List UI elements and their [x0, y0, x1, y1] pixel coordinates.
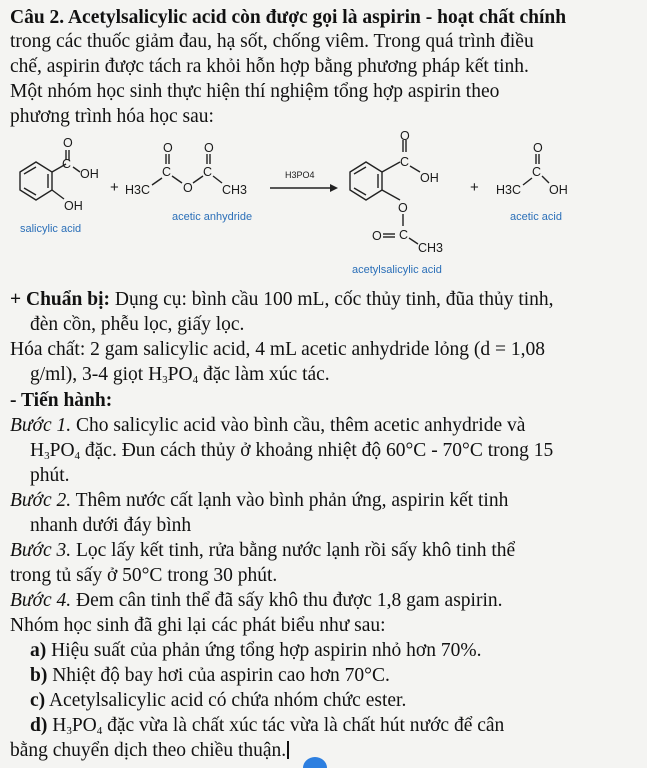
chem-text-b: PO: [167, 364, 193, 385]
step1-line-2: [30, 439, 553, 463]
reaction-arrow: [270, 170, 338, 192]
statement-b: [30, 664, 390, 688]
aspirin-ester-carbonyl-o: O: [372, 229, 382, 243]
step4-label: Bước 4.: [10, 590, 72, 611]
intro-line-5: phương trình hóa học sau:: [10, 106, 214, 127]
statement-b-label: b): [30, 665, 48, 686]
statements-intro: Nhóm học sinh đã ghi lại các phát biểu như sau:: [10, 615, 386, 636]
step4-text-a: Đem cân tinh thể đã sấy khô thu được 1,8 gam aspirin.: [71, 590, 503, 611]
prep-equipment: Dụng cụ: bình cầu 100 mL, cốc thủy tinh, đũa thủy tinh,: [110, 289, 554, 310]
acetic-acid-label: acetic acid: [510, 211, 562, 223]
aspirin-ester-c: C: [399, 228, 409, 242]
plus-sign-1: +: [110, 179, 119, 196]
procedure-heading-text: - Tiến hành:: [10, 390, 113, 411]
aspirin-ester-o: O: [398, 201, 408, 215]
salicylic-acid-label: salicylic acid: [20, 223, 82, 235]
step2-label: Bước 2.: [10, 490, 72, 511]
reaction-scheme: [0, 128, 647, 288]
sub-3: 3: [162, 374, 168, 386]
prep-heading: + Chuẩn bị:: [10, 289, 110, 310]
intro-line-2: trong các thuốc giảm đau, hạ sốt, chống viêm. Trong quá trình điều: [10, 31, 534, 52]
step1-text-b: đặc. Đun cách thủy ở khoảng nhiệt độ 60°C - 70°C trong 15: [80, 440, 554, 461]
sub-3: 3: [66, 725, 72, 737]
catalyst-label: H3PO4: [285, 170, 315, 180]
salicylic-acid-structure: [20, 136, 99, 235]
step1-line-1: [10, 414, 525, 438]
step3-text-a: Lọc lấy kết tinh, rửa bằng nước lạnh rồi sấy khô tinh thể: [71, 540, 516, 561]
intro-line-3: chế, aspirin được tách ra khỏi hỗn hợp bằng phương pháp kết tinh.: [10, 56, 529, 77]
acetylsalicylic-acid-structure: [350, 129, 443, 276]
prep-line-2: đèn cồn, phễu lọc, giấy lọc.: [30, 314, 245, 335]
statement-d-text-2: bằng chuyển dịch theo chiều thuận.: [10, 740, 287, 761]
statement-d-text: đặc vừa là chất xúc tác vừa là chất hút nước để cân: [102, 715, 505, 736]
chem-text-c: đặc làm xúc tác.: [198, 364, 330, 385]
aspirin-acid-c: C: [400, 155, 410, 169]
step1-line-3: phút.: [30, 465, 70, 486]
statement-c-label: c): [30, 690, 46, 711]
sub-4: 4: [74, 450, 81, 462]
statement-a-label: a): [30, 640, 47, 661]
text-cursor-icon[interactable]: [287, 741, 289, 759]
statement-d: [30, 714, 504, 738]
acetic-o: O: [533, 141, 543, 155]
anhydride-ch3: CH3: [222, 183, 248, 197]
aspirin-acid-oh: OH: [420, 171, 439, 185]
question-line-1: [10, 6, 566, 30]
acetic-oh: OH: [549, 183, 568, 197]
salicylic-cooh-oh: OH: [80, 167, 99, 181]
step2-line-1: [10, 489, 508, 513]
statement-c-text: Acetylsalicylic acid có chứa nhóm chức ester.: [45, 690, 407, 711]
step3-line-2: trong tủ sấy ở 50°C trong 30 phút.: [10, 565, 278, 586]
statement-a: [30, 639, 481, 663]
acetic-anhydride-structure: [125, 141, 252, 223]
intro-line-4: Một nhóm học sinh thực hiện thí nghiệm tổng hợp aspirin theo: [10, 81, 500, 102]
salicylic-carbonyl-o: O: [63, 136, 73, 150]
anhydride-o2: O: [204, 141, 214, 155]
step1-po: PO: [49, 440, 75, 461]
chem-line-2: [30, 363, 330, 387]
sub-3: 3: [44, 450, 50, 462]
selection-handle-icon[interactable]: [303, 757, 327, 768]
acetic-h3c: H3C: [496, 183, 522, 197]
chem-text-a: g/ml), 3-4 giọt H: [30, 364, 163, 385]
acetic-anhydride-label: acetic anhydride: [172, 211, 253, 223]
statement-c: [30, 689, 406, 713]
acetylsalicylic-acid-label: acetylsalicylic acid: [352, 264, 442, 276]
step3-line-1: [10, 539, 515, 563]
statement-d-h: H: [47, 715, 67, 736]
chem-line-1: Hóa chất: 2 gam salicylic acid, 4 mL acetic anhydride lỏng (d = 1,08: [10, 339, 545, 360]
step2-line-2: nhanh dưới đáy bình: [30, 515, 192, 536]
salicylic-c: C: [62, 157, 72, 171]
statement-d-label: d): [30, 715, 48, 736]
statement-a-text: Hiệu suất của phản ứng tổng hợp aspirin nhỏ hơn 70%.: [46, 640, 482, 661]
step4-line-1: [10, 589, 502, 613]
step1-label: Bước 1.: [10, 415, 72, 436]
acetic-acid-structure: [496, 141, 568, 223]
anhydride-c2: C: [203, 165, 213, 179]
anhydride-h3c: H3C: [125, 183, 151, 197]
question-title: Câu 2. Acetylsalicylic acid còn được gọi là aspirin - hoạt chất chính: [10, 7, 567, 28]
sub-4: 4: [192, 374, 199, 386]
sub-4: 4: [96, 725, 103, 737]
anhydride-bridge-o: O: [183, 181, 193, 195]
acetic-c: C: [532, 165, 542, 179]
step1-text-a: Cho salicylic acid vào bình cầu, thêm acetic anhydride và: [71, 415, 526, 436]
plus-sign-2: +: [470, 179, 479, 196]
anhydride-c1: C: [162, 165, 172, 179]
step3-label: Bước 3.: [10, 540, 72, 561]
step1-h: H: [30, 440, 45, 461]
step2-text-a: Thêm nước cất lạnh vào bình phản ứng, aspirin kết tinh: [71, 490, 509, 511]
statement-b-text: Nhiệt độ bay hơi của aspirin cao hơn 70°C.: [47, 665, 390, 686]
prep-line-1: [10, 288, 554, 312]
statement-d-line-2: [10, 739, 289, 763]
statement-d-po: PO: [71, 715, 97, 736]
aspirin-acid-o: O: [400, 129, 410, 143]
salicylic-phenol-oh: OH: [64, 199, 83, 213]
anhydride-o1: O: [163, 141, 173, 155]
procedure-heading: [10, 389, 112, 413]
aspirin-ch3: CH3: [418, 241, 444, 255]
